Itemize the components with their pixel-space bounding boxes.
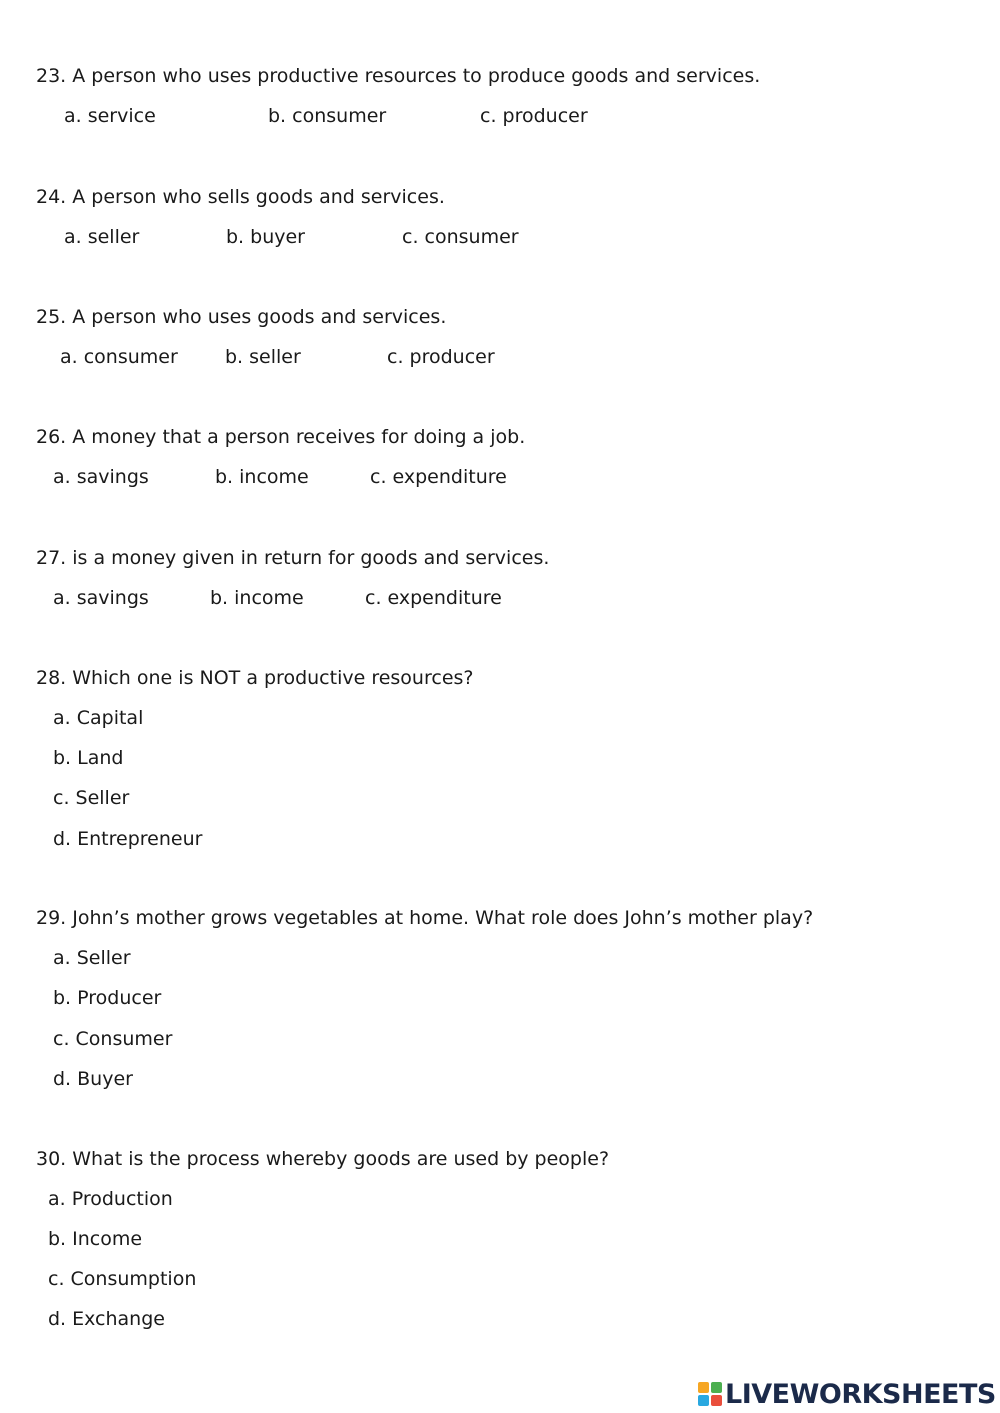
- liveworksheets-logo-icon: [698, 1382, 722, 1406]
- q29-option-b: b. Producer: [53, 987, 162, 1009]
- q27-option-c: c. expenditure: [365, 587, 502, 609]
- q24-option-c: c. consumer: [402, 226, 519, 248]
- logo-text: LIVEWORKSHEETS: [725, 1378, 996, 1410]
- q25-option-a: a. consumer: [60, 346, 178, 368]
- q29-option-d: d. Buyer: [53, 1068, 133, 1090]
- q23-option-b: b. consumer: [268, 105, 387, 127]
- q26-option-a: a. savings: [53, 466, 149, 488]
- q23-option-c: c. producer: [480, 105, 588, 127]
- question-25: 25. A person who uses goods and services.: [36, 306, 447, 328]
- logo-square-2: [711, 1382, 722, 1393]
- q30-option-c: c. Consumption: [48, 1268, 197, 1290]
- q30-option-b: b. Income: [48, 1228, 143, 1250]
- q27-option-b: b. income: [210, 587, 304, 609]
- question-29: 29. John’s mother grows vegetables at home. What role does John’s mother play?: [36, 907, 814, 929]
- logo-square-3: [698, 1395, 709, 1406]
- logo-square-4: [711, 1395, 722, 1406]
- liveworksheets-logo: [698, 1378, 996, 1410]
- q28-option-c: c. Seller: [53, 787, 130, 809]
- q28-option-d: d. Entrepreneur: [53, 828, 203, 850]
- q29-option-a: a. Seller: [53, 947, 131, 969]
- question-28: 28. Which one is NOT a productive resources?: [36, 667, 474, 689]
- q29-option-c: c. Consumer: [53, 1028, 173, 1050]
- question-23: 23. A person who uses productive resources to produce goods and services.: [36, 65, 761, 87]
- q25-option-b: b. seller: [225, 346, 301, 368]
- q23-option-a: a. service: [64, 105, 156, 127]
- q26-option-b: b. income: [215, 466, 309, 488]
- q24-option-a: a. seller: [64, 226, 140, 248]
- question-27: 27. is a money given in return for goods and services.: [36, 547, 550, 569]
- q30-option-d: d. Exchange: [48, 1308, 165, 1330]
- question-26: 26. A money that a person receives for doing a job.: [36, 426, 526, 448]
- q26-option-c: c. expenditure: [370, 466, 507, 488]
- q27-option-a: a. savings: [53, 587, 149, 609]
- logo-square-1: [698, 1382, 709, 1393]
- q28-option-b: b. Land: [53, 747, 124, 769]
- question-30: 30. What is the process whereby goods are used by people?: [36, 1148, 610, 1170]
- q24-option-b: b. buyer: [226, 226, 305, 248]
- q28-option-a: a. Capital: [53, 707, 144, 729]
- q30-option-a: a. Production: [48, 1188, 173, 1210]
- question-24: 24. A person who sells goods and services.: [36, 186, 445, 208]
- q25-option-c: c. producer: [387, 346, 495, 368]
